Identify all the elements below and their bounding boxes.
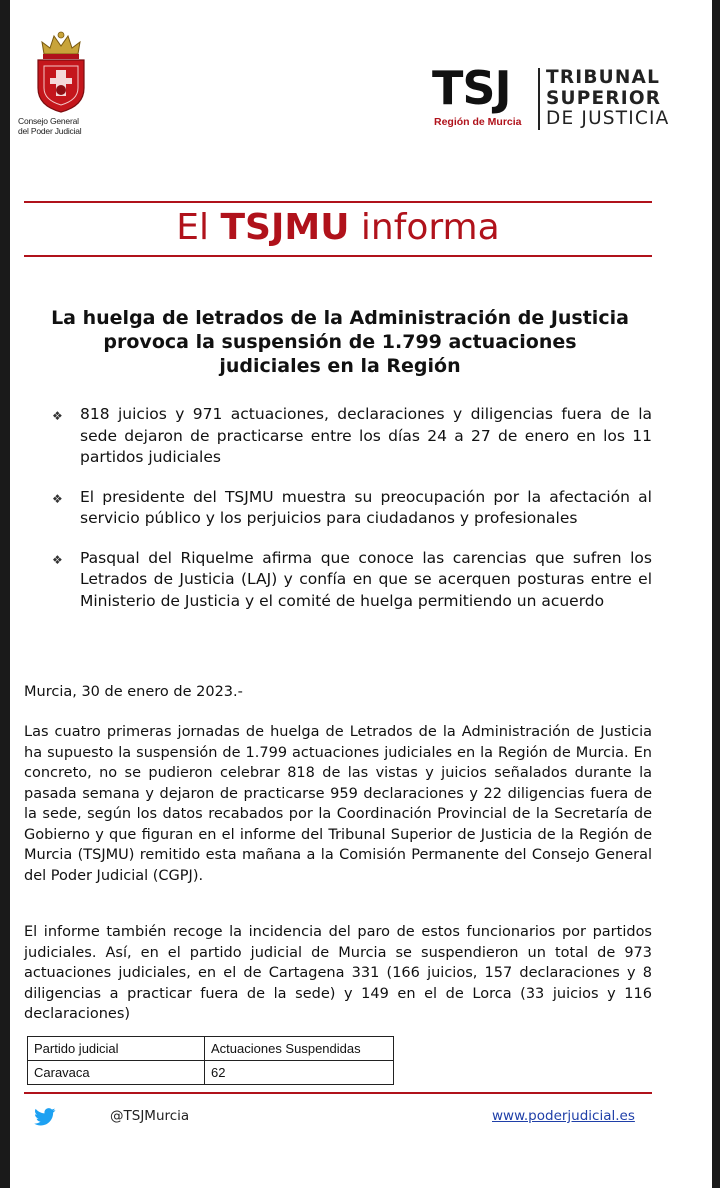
banner-strong: TSJMU: [220, 207, 350, 248]
tsj-logo: [432, 61, 672, 134]
table-row: [28, 1061, 394, 1085]
diamond-bullet-icon: ❖: [52, 491, 63, 506]
body-paragraph-1: Las cuatro primeras jornadas de huelga de Letrados de la Administración de Justicia ha supuesto la suspensión de 1.799 actuaciones judiciales en la Región de Murcia. En concreto, no se pudieron celebrar 818 de las vistas y juicios señalados durante la pasada semana y dejaron de practicarse 959 declaraciones y 22 diligencias fuera de la sede, según los datos recabados por la Coordinación Provincial de la Secretaría de Gobierno y que figuran en el informe del Tribunal Superior de Justicia de la Región de Murcia (TSJMU) remitido esta mañana a la Comisión Permanente del Consejo General del Poder Judicial (CGPJ).: [24, 724, 652, 884]
diamond-bullet-icon: ❖: [52, 552, 63, 567]
diamond-bullet-icon: ❖: [52, 409, 63, 423]
tsj-word-superior: SUPERIOR: [546, 87, 662, 109]
twitter-handle[interactable]: @TSJMurcia: [110, 1108, 190, 1124]
headline-line-3: judiciales en la Región: [219, 355, 461, 377]
tsj-region: Región de Murcia: [434, 116, 522, 128]
banner-bottom-rule: [24, 255, 652, 257]
banner-top-rule: [24, 201, 652, 203]
bullet-item: [52, 404, 652, 469]
table-cell: Caravaca: [28, 1061, 205, 1085]
tsj-letters: TSJ: [432, 61, 511, 115]
bullet-item: [52, 487, 652, 530]
cgpj-logo: [18, 30, 108, 136]
bullet-text: 818 juicios y 971 actuaciones, declaraciones y diligencias fuera de la sede dejaron de practicarse entre los días 24 a 27 de enero en los 11 partidos judiciales: [80, 405, 652, 466]
bullet-text: El presidente del TSJMU muestra su preocupación por la afectación al servicio público y los perjuicios para ciudadanos y profesionales: [80, 487, 652, 527]
headline-line-2: provoca la suspensión de 1.799 actuaciones: [103, 331, 577, 353]
website-link[interactable]: www.poderjudicial.es: [492, 1108, 635, 1124]
tsj-divider: [538, 68, 540, 130]
table-header-row: [28, 1037, 394, 1061]
tsj-word-tribunal: TRIBUNAL: [546, 67, 661, 88]
banner-suffix: informa: [360, 207, 500, 248]
footer-rule: [24, 1092, 652, 1094]
table-header-actuaciones: Actuaciones Suspendidas: [205, 1037, 394, 1061]
left-edge: [0, 0, 10, 1188]
body-paragraph-2: El informe también recoge la incidencia del paro de estos funcionarios por partidos judiciales. Así, en el partido judicial de Murcia se suspendieron un total de 973 actuaciones judiciales, en el de Cartagena 331 (166 juicios, 157 declaraciones y 8 diligencias a practicar fuera de la sede) y 149 en el de Lorca (33 juicios y 116 declaraciones): [24, 924, 652, 1022]
banner-title: [24, 205, 652, 251]
headline-line-1: La huelga de letrados de la Administración de Justicia: [51, 307, 629, 329]
right-edge: [712, 0, 720, 1188]
twitter-bird-icon[interactable]: [34, 1108, 56, 1126]
headline: [20, 306, 660, 378]
banner-prefix: El: [176, 207, 210, 248]
bullet-text: Pasqual del Riquelme afirma que conoce las carencias que sufren los Letrados de Justicia (LAJ) y confía en que se acerquen posturas entre el Ministerio de Justicia y el comité de huelga permitiendo un acuerdo: [80, 548, 652, 610]
dateline: Murcia, 30 de enero de 2023.-: [24, 684, 243, 700]
table-cell: 62: [205, 1061, 394, 1085]
coat-of-arms-icon: [30, 30, 92, 114]
cgpj-name-line1: Consejo General: [18, 116, 79, 126]
suspensions-table: [27, 1036, 394, 1085]
table-header-partido: Partido judicial: [28, 1037, 205, 1061]
bullet-item: [52, 548, 652, 613]
summary-bullets: [52, 404, 652, 630]
cgpj-name-line2: del Poder Judicial: [18, 126, 82, 136]
tsj-word-de-justicia: DE JUSTICIA: [546, 108, 670, 129]
